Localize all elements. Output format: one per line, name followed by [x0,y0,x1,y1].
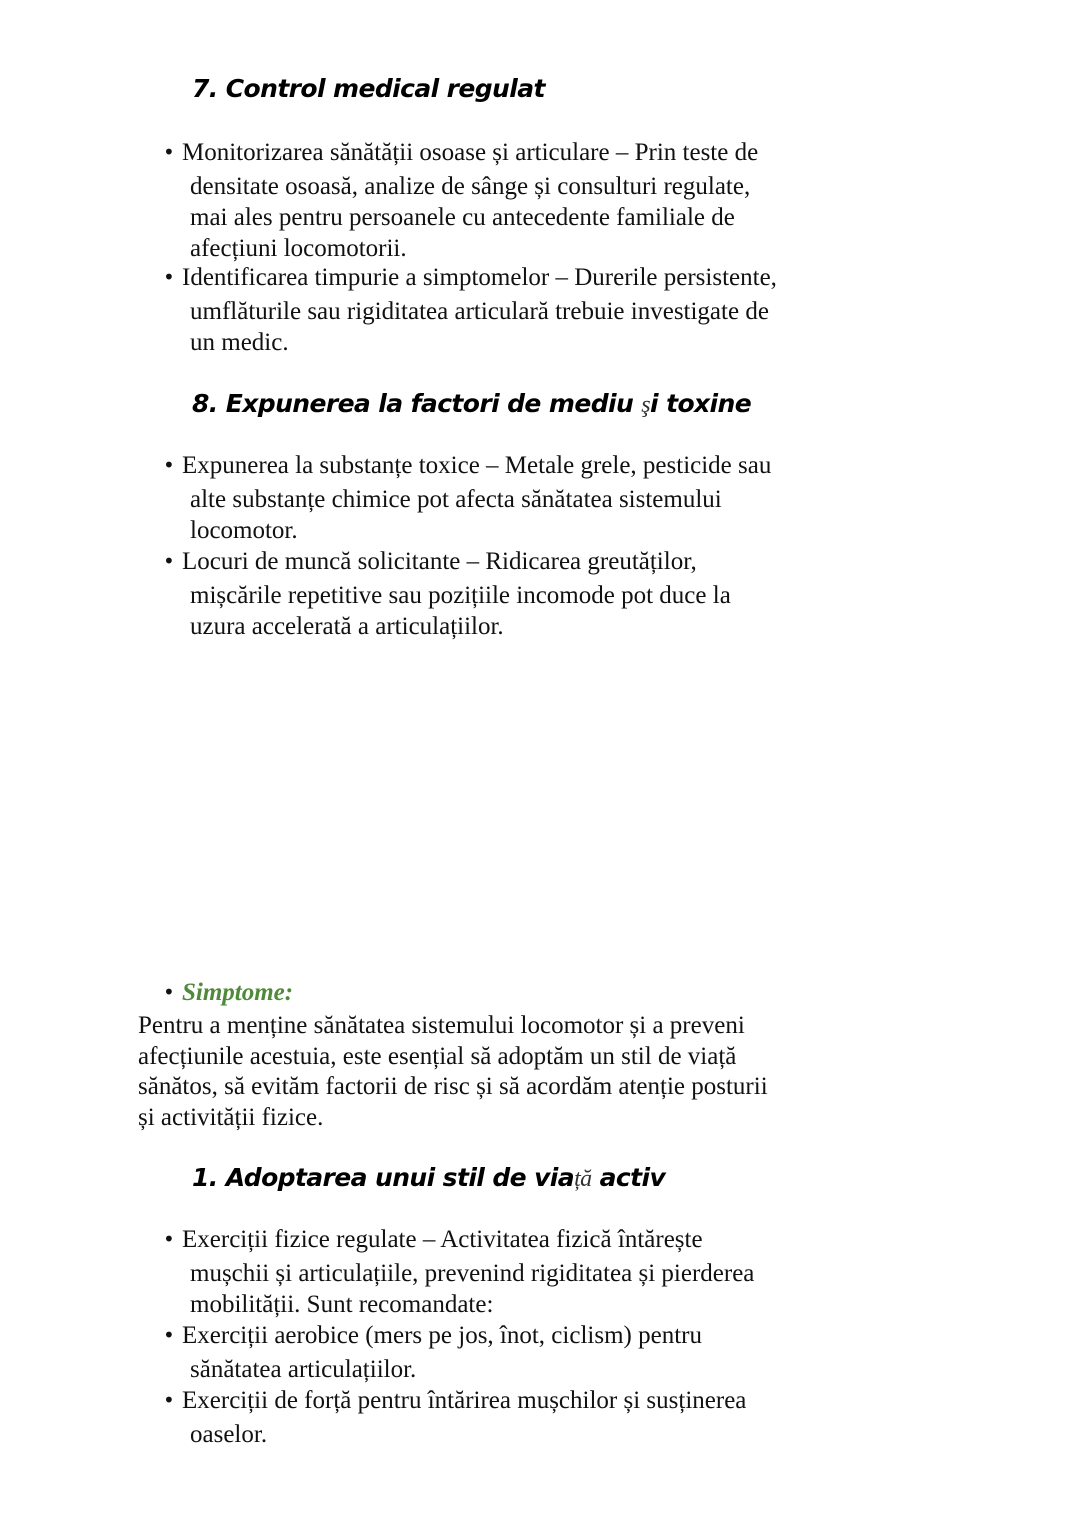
list-item: • Exerciții de forță pentru întărirea mușchilor și susținerea oaselor. [163,1387,747,1448]
bullet-icon: • [163,1227,175,1251]
section-7-heading: 7. Control medical regulat [192,74,545,103]
list-item: • Monitorizarea sănătății osoase și articulare – Prin teste de densitate osoasă, analize de sânge și consulturi regulate, mai ales pentru persoanele cu antecedente familiale de afecțiuni locomotorii. [163,139,759,262]
bullet-icon: • [163,140,175,164]
intro-paragraph: Pentru a menține sănătatea sistemului locomotor și a preveni afecțiunile acestuia, este esențial să adoptăm un stil de viață sănătos, să evităm factorii de risc și să acordăm atenție posturii și activității fizice. [138,1012,768,1131]
section-8-heading: 8. Expunerea la factori de mediu şi toxine [192,389,752,418]
section-1-heading: 1. Adoptarea unui stil de viață activ [192,1163,666,1192]
list-item: • Exerciții fizice regulate – Activitatea fizică întărește mușchii și articulațiile, prevenind rigiditatea și pierderea mobilității. Sunt recomandate: [163,1226,755,1318]
list-item: • Identificarea timpurie a simptomelor – Durerile persistente, umflăturile sau rigiditatea articulară trebuie investigate de un medic. [163,264,777,356]
bullet-icon: • [163,1388,175,1412]
list-item: • Exerciții aerobice (mers pe jos, înot, ciclism) pentru sănătatea articulațiilor. [163,1322,702,1383]
list-item: • Expunerea la substanțe toxice – Metale grele, pesticide sau alte substanțe chimice pot afecta sănătatea sistemului locomotor. [163,452,772,544]
symptoms-label-item: • Simptome: [163,979,294,1006]
bullet-icon: • [163,549,175,573]
bullet-icon: • [163,265,175,289]
list-item: • Locuri de muncă solicitante – Ridicarea greutăților, mișcările repetitive sau pozițiile incomode pot duce la uzura accelerată a articulațiilor. [163,548,731,640]
bullet-icon: • [163,980,175,1004]
bullet-icon: • [163,453,175,477]
bullet-icon: • [163,1323,175,1347]
